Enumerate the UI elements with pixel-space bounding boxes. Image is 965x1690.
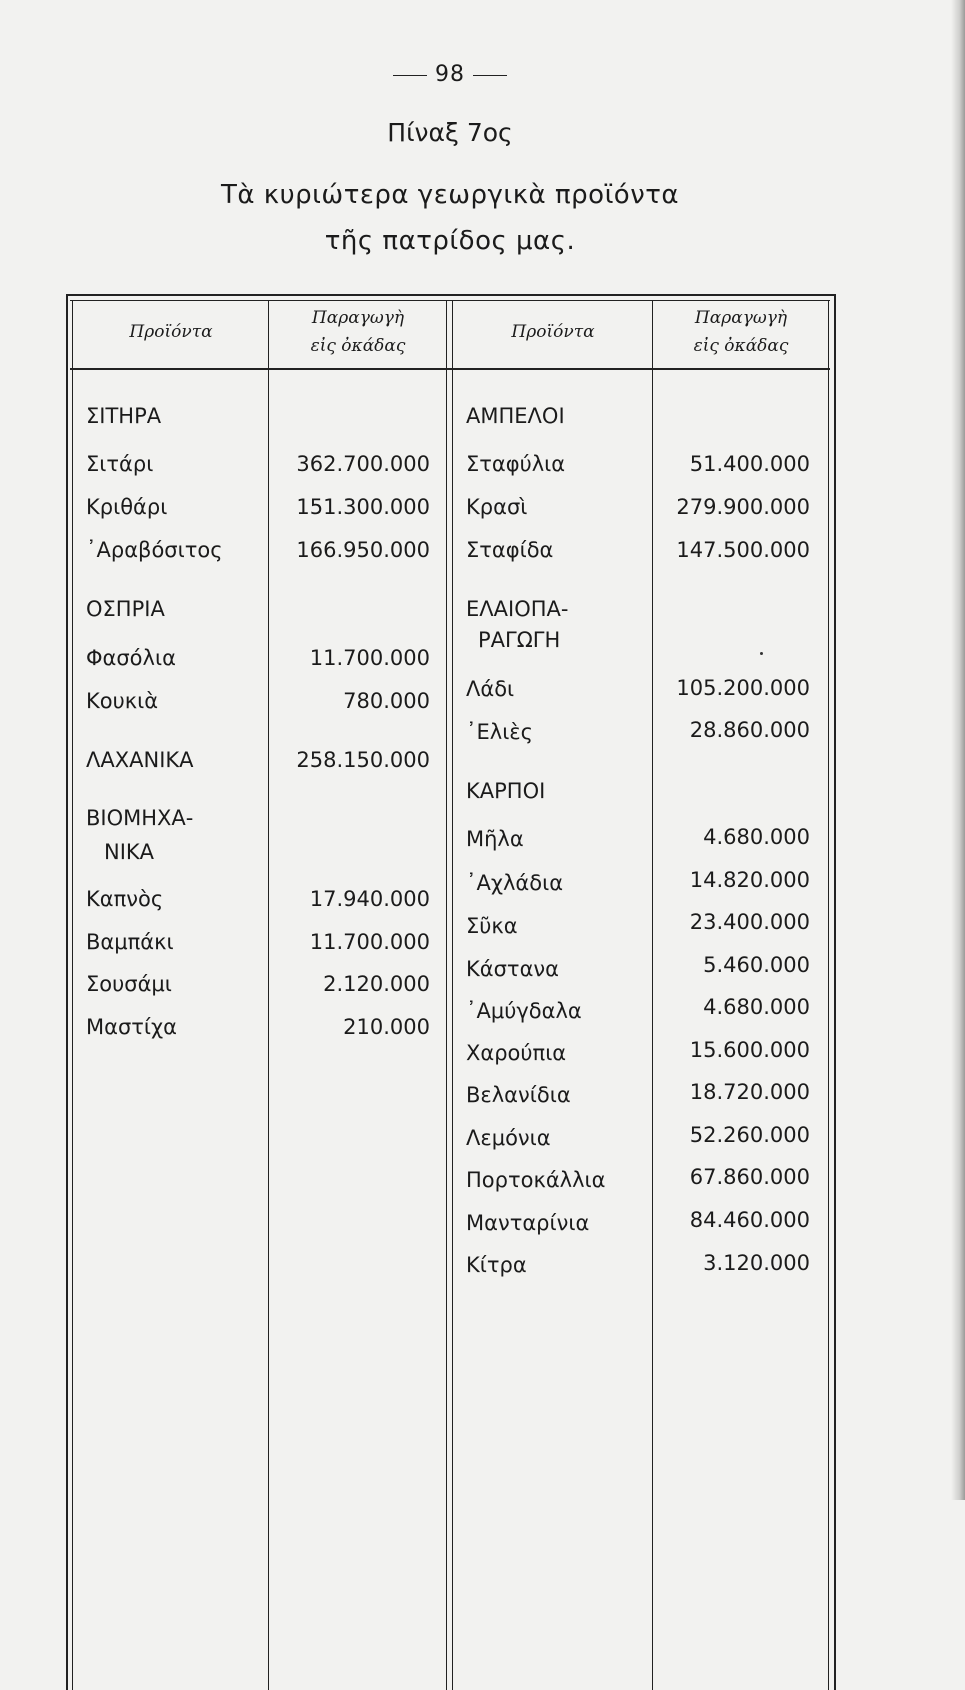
inner-left-border [72, 300, 73, 1690]
page-edge-shadow [951, 0, 965, 1500]
product-value: 52.260.000 [689, 1123, 810, 1147]
page-number [0, 62, 900, 87]
product-value: 84.460.000 [689, 1208, 810, 1232]
section-heading-ampeloi: ΑΜΠΕΛΟΙ [466, 404, 565, 428]
table-number: Πίναξ 7ος [387, 118, 513, 147]
header-production-right-line2: εἰς ὀκάδας [693, 336, 789, 356]
product-name: ᾽Αμύγδαλα [466, 999, 582, 1023]
product-name: Κίτρα [466, 1253, 527, 1277]
header-production-right-line1: Παραγωγὴ [694, 308, 788, 328]
product-value: 5.460.000 [703, 953, 810, 977]
product-name: Σῦκα [466, 914, 518, 938]
table-title-line2: τῆς πατρίδος μας. [324, 226, 576, 256]
product-name: Φασόλια [86, 646, 176, 670]
product-value: 15.600.000 [689, 1038, 810, 1062]
header-production-left-line1: Παραγωγὴ [311, 308, 405, 328]
page-number-text: 98 [435, 62, 465, 87]
product-value: 151.300.000 [296, 495, 430, 519]
product-name: ᾽Ελιὲς [466, 720, 533, 744]
product-value: 2.120.000 [323, 972, 430, 996]
inner-right-border [828, 300, 829, 1690]
product-value: 210.000 [343, 1015, 430, 1039]
header-bottom-border [70, 368, 830, 370]
header-products-left: Προϊόντα [129, 322, 213, 342]
product-name: Λάδι [466, 677, 515, 701]
product-value: 11.700.000 [309, 646, 430, 670]
product-value: 18.720.000 [689, 1080, 810, 1104]
product-value: 279.900.000 [676, 495, 810, 519]
product-name: Κουκιὰ [86, 689, 159, 713]
product-name: Σουσάμι [86, 972, 172, 996]
product-value: 362.700.000 [296, 452, 430, 476]
product-value: 105.200.000 [676, 676, 810, 700]
product-name: Κρασὶ [466, 495, 528, 519]
product-value: 17.940.000 [309, 887, 430, 911]
product-value: 258.150.000 [296, 748, 430, 772]
product-value: 4.680.000 [703, 995, 810, 1019]
section-heading-elaioparagogi-line2: ΡΑΓΩΓΗ [478, 628, 561, 652]
product-value: 51.400.000 [689, 452, 810, 476]
product-value: 147.500.000 [676, 538, 810, 562]
product-value: 3.120.000 [703, 1251, 810, 1275]
product-name: Λεμόνια [466, 1126, 551, 1150]
top-border [66, 294, 834, 296]
section-heading-sitira: ΣΙΤΗΡΑ [86, 404, 162, 428]
product-value: 28.860.000 [689, 718, 810, 742]
product-value: 14.820.000 [689, 868, 810, 892]
col-divider-2a [446, 300, 447, 1690]
product-value: 67.860.000 [689, 1165, 810, 1189]
product-name: Βαμπάκι [86, 930, 174, 954]
product-name: Κριθάρι [86, 495, 168, 519]
product-name: Κάστανα [466, 957, 559, 981]
header-production-left-line2: εἰς ὀκάδας [310, 336, 406, 356]
product-name: Σταφίδα [466, 538, 554, 562]
product-value: 11.700.000 [309, 930, 430, 954]
product-name: Μῆλα [466, 827, 524, 851]
product-name: ᾽Αχλάδια [466, 871, 564, 895]
product-name: Χαρούπια [466, 1041, 567, 1065]
product-name: Βελανίδια [466, 1083, 571, 1107]
col-divider-1 [268, 300, 269, 1690]
stray-dot [760, 652, 763, 655]
product-value: 4.680.000 [703, 825, 810, 849]
product-name: Σιτάρι [86, 452, 154, 476]
dash-right [473, 75, 507, 76]
product-value: 166.950.000 [296, 538, 430, 562]
product-name: Καπνὸς [86, 887, 164, 911]
section-heading-karpoi: ΚΑΡΠΟΙ [466, 779, 546, 803]
section-heading-ospria: ΟΣΠΡΙΑ [86, 597, 165, 621]
section-heading-elaioparagogi-line1: ΕΛΑΙΟΠΑ- [466, 597, 569, 621]
product-name: Πορτοκάλλια [466, 1168, 606, 1192]
outer-left-border [66, 294, 68, 1690]
col-divider-2b [452, 300, 453, 1690]
product-name: ᾽Αραβόσιτος [86, 538, 223, 562]
header-products-right: Προϊόντα [511, 322, 595, 342]
product-name: Σταφύλια [466, 452, 566, 476]
product-value: 780.000 [343, 689, 430, 713]
outer-right-border [834, 294, 836, 1690]
product-value: 23.400.000 [689, 910, 810, 934]
section-heading-lachanika: ΛΑΧΑΝΙΚΑ [86, 748, 194, 772]
product-name: Μανταρίνια [466, 1211, 590, 1235]
section-heading-viomichanika-line1: ΒΙΟΜΗΧΑ- [86, 806, 194, 830]
table-title-line1: Τὰ κυριώτερα γεωργικὰ προϊόντα [220, 180, 680, 210]
top-border-inner [70, 300, 830, 301]
dash-left [393, 75, 427, 76]
section-heading-viomichanika-line2: ΝΙΚΑ [104, 840, 155, 864]
product-name: Μαστίχα [86, 1015, 177, 1039]
